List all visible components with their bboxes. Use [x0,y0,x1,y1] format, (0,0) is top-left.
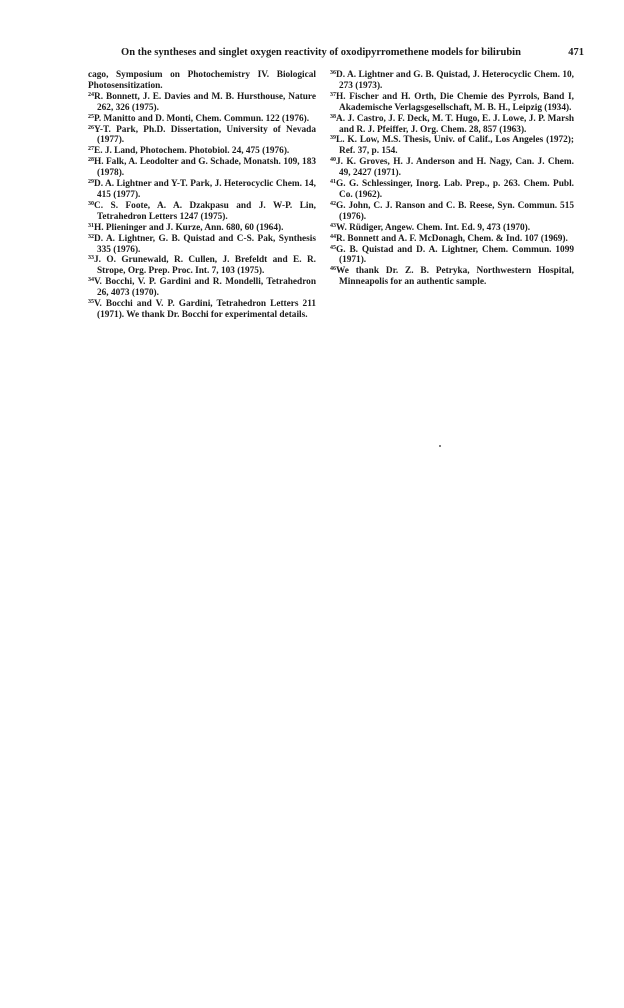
running-title: On the syntheses and singlet oxygen reactivity of oxodipyrromethene models for bilirubin [121,47,521,58]
reference-item: $^{31}$H. Plieninger and J. Kurze, Ann. 680, 60 (1964). [88,222,284,233]
scan-speck [439,445,441,447]
reference-item: $^{46}$We thank Dr. Z. B. Petryka, Northwestern Hospital, Minneapolis for an authentic sample. [330,266,574,288]
reference-item: $^{44}$R. Bonnett and A. F. McDonagh, Chem. & Ind. 107 (1969). [330,233,568,244]
reference-item: $^{27}$E. J. Land, Photochem. Photobiol. 24, 475 (1976). [88,146,290,157]
reference-item: $^{30}$C. S. Foote, A. A. Dzakpasu and J. W-P. Lin, Tetrahedron Letters 1247 (1975). [88,200,316,222]
reference-item: $^{40}$J. K. Groves, H. J. Anderson and H. Nagy, Can. J. Chem. 49, 2427 (1971). [330,157,574,179]
reference-item: $^{41}$G. G. Schlessinger, Inorg. Lab. Prep., p. 263. Chem. Publ. Co. (1962). [330,179,574,200]
reference-item: $^{34}$V. Bocchi, V. P. Gardini and R. Mondelli, Tetrahedron 26, 4073 (1970). [88,277,316,299]
reference-item: $^{24}$R. Bonnett, J. E. Davies and M. B. Hursthouse, Nature 262, 326 (1975). [88,91,316,113]
references-left-column [88,70,316,321]
reference-item: $^{29}$D. A. Lightner and Y-T. Park, J. Heterocyclic Chem. 14, 415 (1977). [88,179,316,200]
reference-item: $^{36}$D. A. Lightner and G. B. Quistad, J. Heterocyclic Chem. 10, 273 (1973). [330,70,574,91]
reference-item: $^{28}$H. Falk, A. Leodolter and G. Schade, Monatsh. 109, 183 (1978). [88,157,316,179]
reference-item: $^{42}$G. John, C. J. Ranson and C. B. Reese, Syn. Commun. 515 (1976). [330,200,574,222]
reference-item: $^{33}$J. O. Grunewald, R. Cullen, J. Brefeldt and E. R. Strope, Org. Prep. Proc. Int. 7, 103 (1975). [88,255,316,277]
running-header [98,46,584,60]
reference-item: $^{35}$V. Bocchi and V. P. Gardini, Tetrahedron Letters 211 (1971). We thank Dr. Bocchi for experimental details. [88,299,316,320]
reference-item: $^{39}$L. K. Low, M.S. Thesis, Univ. of Calif., Los Angeles (1972); Ref. 37, p. 154. [330,135,574,157]
reference-item: $^{32}$D. A. Lightner, G. B. Quistad and C-S. Pak, Synthesis 335 (1976). [88,233,316,255]
reference-item: $^{26}$Y-T. Park, Ph.D. Dissertation, University of Nevada (1977). [88,124,316,146]
reference-item: $^{37}$H. Fischer and H. Orth, Die Chemie des Pyrrols, Band I, Akademische Verlagsgesellschaft, M. B. H., Leipzig (1934). [330,91,574,113]
page-number: 471 [568,47,584,58]
references-right-column [330,70,574,288]
reference-item: $^{43}$W. Rüdiger, Angew. Chem. Int. Ed. 9, 473 (1970). [330,222,531,233]
reference-item: cago, Symposium on Photochemistry IV. Biological Photosensitization. [88,70,316,91]
reference-item: $^{45}$G. B. Quistad and D. A. Lightner, Chem. Commun. 1099 (1971). [330,244,574,266]
reference-item: $^{25}$P. Manitto and D. Monti, Chem. Commun. 122 (1976). [88,113,310,124]
reference-item: $^{38}$A. J. Castro, J. F. Deck, M. T. Hugo, E. J. Lowe, J. P. Marsh and R. J. Pfeiffer, J. Org. Chem. 28, 857 (1963). [330,113,574,135]
